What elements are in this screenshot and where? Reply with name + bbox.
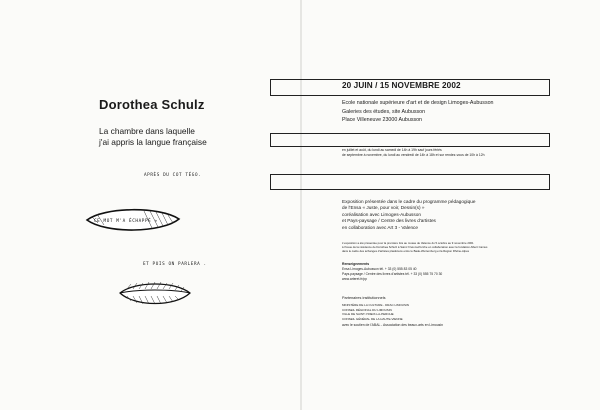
frame-line	[270, 174, 550, 190]
description-line: Exposition présentée dans le cadre du programme pédagogique	[342, 199, 476, 204]
handwritten-note: ET PUIS ON PARLERA .	[143, 262, 207, 267]
work-title-line: La chambre dans laquelle	[99, 126, 195, 136]
info-contacts	[342, 267, 442, 283]
info-line: Ensa Limoges-Aubusson tél. + 33 (0) 555 83 05 40	[342, 267, 417, 271]
opening-hours	[342, 148, 485, 158]
exhibition-dates: 20 JUIN / 15 NOVEMBRE 2002	[342, 81, 461, 90]
exhibition-description	[342, 199, 475, 231]
venue-line: Galeries des études, site Aubusson	[342, 108, 426, 115]
venue-address	[342, 99, 493, 125]
support-line: avec le soutien de l'ABAL - Association des beaux-arts en Limousin	[342, 323, 443, 327]
partners-list	[342, 303, 409, 321]
partners-heading: Partenaires institutionnels	[342, 296, 386, 300]
frame-line	[270, 133, 550, 147]
description-line: de l'Ensa « Juste, pour voir, Dessin(s) »	[342, 205, 425, 211]
hours-line: de septembre à novembre, du lundi au vendredi de 14h à 18h et sur rendez-vous de 10h à 12h	[342, 153, 485, 158]
partner-item: CONSEIL RÉGIONAL DU LIMOUSIN	[342, 307, 392, 312]
handwritten-note: APRÈS DU COT TÉGO.	[144, 173, 202, 178]
work-title	[99, 126, 274, 148]
fine-print-line: à l'issue de la résidence de Dorothea Schulz à Saint-Yrieix-la-Perche en collaboration avec la fondation Albert Camus	[342, 245, 488, 249]
work-title-line: j'ai appris la langue française	[99, 137, 207, 147]
lips-drawing-hatched	[117, 280, 193, 308]
description-line: coréalisation avec Limoges-Aubusson	[342, 211, 421, 217]
info-heading: Renseignements	[342, 262, 370, 266]
info-line: www.arteret.fr/pp	[342, 277, 367, 282]
fine-print-line: dans le cadre des échanges d'artistes plasticiens entre le Bade-Wurtemberg et la Région Rhône-Alpes	[342, 249, 470, 253]
partner-item: MINISTÈRE DE LA CULTURE - DRAC LIMOUSIN	[342, 303, 409, 307]
description-line: en collaboration avec Art 3 - Valence	[342, 224, 418, 230]
info-line: Pays-paysage / Centre des livres d'artistes tél. + 33 (0) 555 75 70 30	[342, 272, 443, 277]
partner-item: CONSEIL GÉNÉRAL DE LA HAUTE-VIENNE	[342, 316, 403, 321]
artist-name: Dorothea Schulz	[99, 97, 205, 112]
venue-line: Place Villeneuve 23000 Aubusson	[342, 117, 423, 124]
partner-item: VILLE DE SAINT-YRIEIX-LA-PERCHE	[342, 312, 394, 316]
handwritten-note-in-eye: CE MOT M'A ÉCHAPPÉ »	[94, 219, 158, 224]
hours-line: en juillet et août, du lundi au samedi de 14h à 19h sauf jours fériés	[342, 148, 442, 152]
fine-print-line: L'exposition a été présentée pour la première fois au musée de Valence du 5 octobre au 9 novembre 2001	[342, 241, 474, 245]
description-line: et Pays-paysage / Centre des livres d'artistes	[342, 218, 436, 224]
fine-print	[342, 241, 487, 253]
venue-line: Ecole nationale supérieure d'art et de design Limoges-Aubusson	[342, 100, 494, 106]
